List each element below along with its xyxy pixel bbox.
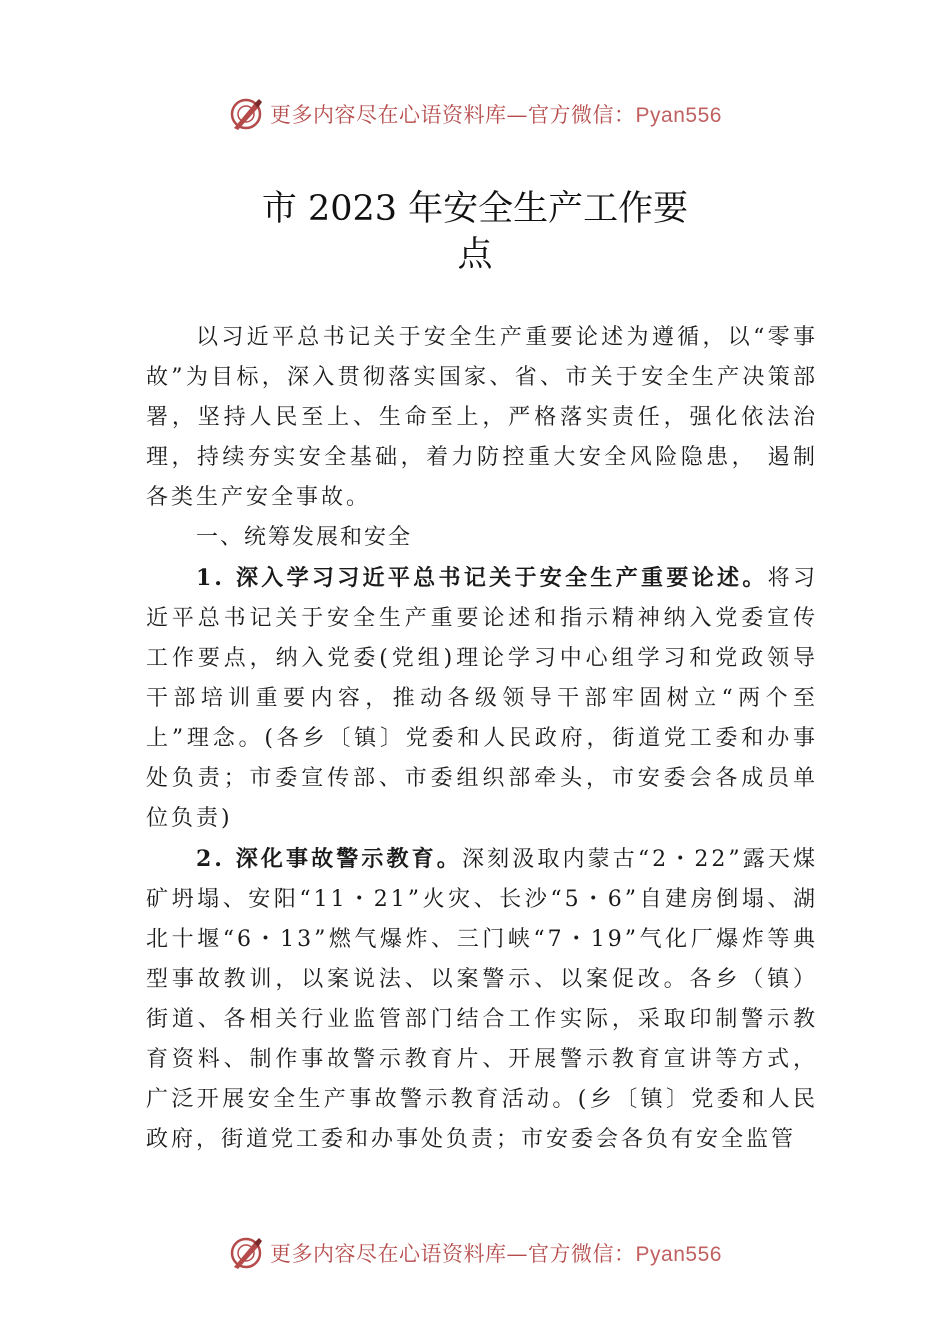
document-title xyxy=(0,186,950,278)
item-2-text: 深刻汲取内蒙古“2・22”露天煤矿坍塌、安阳“11・21”火灾、长沙“5・6”自建房倒塌、湖北十堰“6・13”燃气爆炸、三门峡“7・19”气化厂爆炸等典型事故教训，以案说法、以案警示、以案促改。各乡（镇）街道、各相关行业监管部门结合工作实际，采取印制警示教育资料、制作事故警示教育片、开展警示教育宣讲等方式， 广泛开展安全生产事故警示教育活动。(乡〔镇〕党委和人民政府，街道党工委和办事处负责；市安委会各负有安全监管 xyxy=(146,847,818,1152)
item-1-text: 将习近平总书记关于安全生产重要论述和指示精神纳入党委宣传工作要点，纳入党委(党组)理论学习中心组学习和党政领导干部培训重要内容，推动各级领导干部牢固树立“两个至上”理念。(各乡〔镇〕党委和人民政府，街道党工委和办事处负责；市委宣传部、市委组织部牵头，市安委会各成员单 位负责) xyxy=(146,566,818,831)
intro-paragraph: 以习近平总书记关于安全生产重要论述为遵循，以“零事故”为目标，深入贯彻落实国家、省、市关于安全生产决策部署，坚持人民至上、生命至上，严格落实责任，强化依法治理，持续夯实安全基础，着力防控重大安全风险隐患， 遏制各类生产安全事故。 xyxy=(146,325,818,510)
item-2-paragraph xyxy=(146,839,818,1160)
banner-text: 更多内容尽在心语资料库—官方微信：Pyan556 xyxy=(270,103,722,127)
pen-logo-icon xyxy=(228,1235,264,1271)
item-1-title: 1. 深入学习习近平总书记关于安全生产重要论述。 xyxy=(196,565,768,591)
banner-text: 更多内容尽在心语资料库—官方微信：Pyan556 xyxy=(270,1242,722,1266)
pen-logo-icon xyxy=(228,96,264,132)
document-body xyxy=(146,318,818,1160)
header-banner xyxy=(0,94,950,134)
item-1-paragraph xyxy=(146,558,818,839)
item-2-title: 2. 深化事故警示教育。 xyxy=(196,846,462,872)
section-heading-1: 一、统筹发展和安全 xyxy=(196,525,413,550)
footer-banner xyxy=(0,1233,950,1273)
title-line-1: 市 2023 年安全生产工作要 xyxy=(261,189,689,229)
title-line-2: 点 xyxy=(457,235,493,275)
